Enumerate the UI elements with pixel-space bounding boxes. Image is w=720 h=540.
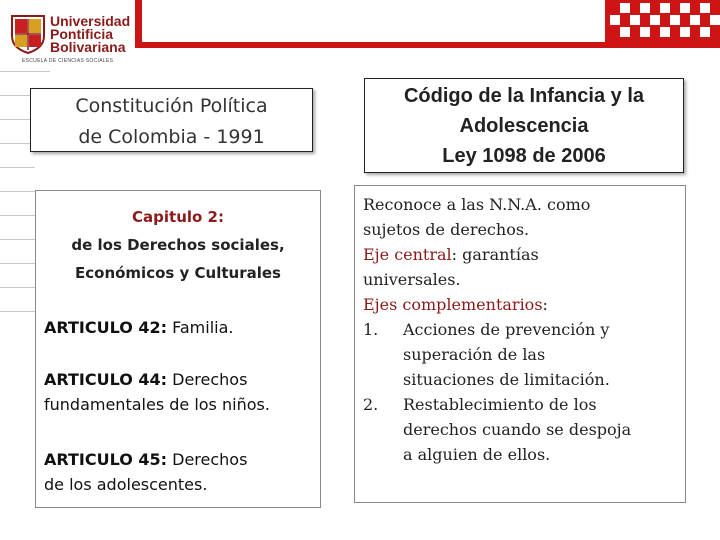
article-45: ARTICULO 45: Derechos de los adolescentes.: [44, 450, 248, 494]
code-title-box: [364, 78, 684, 173]
code-description-box: [354, 185, 686, 503]
shield-icon: [10, 14, 46, 54]
article-42: ARTICULO 42: Familia.: [44, 318, 234, 337]
university-logo: [10, 14, 135, 68]
constitution-title-box: [30, 88, 313, 152]
header-white-panel: [142, 0, 605, 42]
list-item: 2. Restablecimiento de los derechos cuando se despoja a alguien de ellos.: [363, 395, 632, 464]
constitution-articles-box: [35, 190, 321, 508]
school-name: ESCUELA DE CIENCIAS SOCIALES: [22, 58, 114, 64]
constitution-title: Constitución Política de Colombia - 1991: [75, 95, 268, 148]
article-44: ARTICULO 44: Derechos fundamentales de los niños.: [44, 370, 270, 414]
university-name: Universidad Pontificia Bolivariana: [50, 13, 131, 55]
ejes-complementarios: Ejes complementarios:: [363, 295, 548, 314]
code-description: Reconoce a las N.N.A. como sujetos de derechos. Eje central: garantías universales. Ejes complementarios: 1. Acciones de prevención y superación de las situaciones de limitación. 2. Restablecimiento de los derechos cuando se despoja a alguien de ellos.: [363, 192, 679, 467]
code-title: Código de la Infancia y la Adolescencia Ley 1098 de 2006: [403, 85, 645, 167]
eje-central: Eje central: garantías: [363, 245, 539, 264]
chapter-heading: Capitulo 2: de los Derechos sociales, Económicos y Culturales: [71, 208, 285, 282]
list-item: 1. Acciones de prevención y superación de las situaciones de limitación.: [363, 320, 610, 389]
